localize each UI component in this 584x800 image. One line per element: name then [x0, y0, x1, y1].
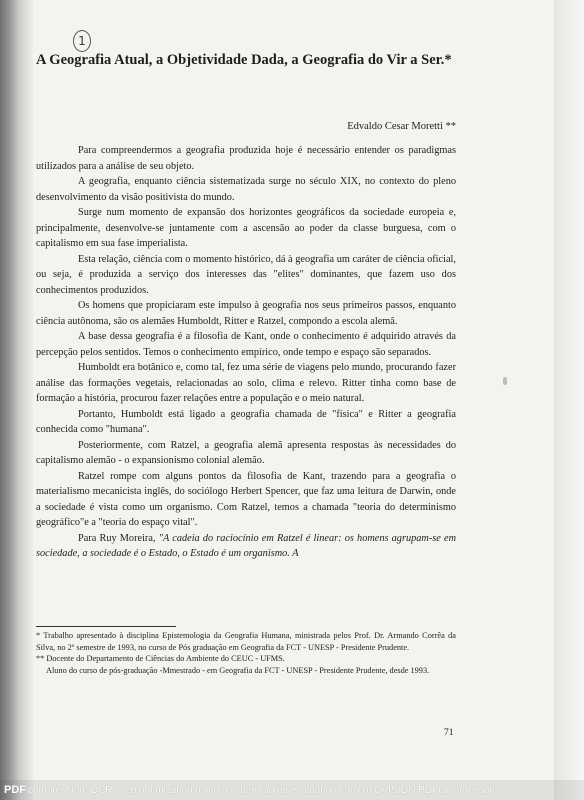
quote-text: "A cadeia do raciocínio em Ratzel é linear: os homens agrupam-se em sociedade, a sociedade é o Estado, o Estado é um organismo. A — [36, 532, 457, 559]
paragraph: Ratzel rompe com alguns pontos da filosofia de Kant, trazendo para a geografia o materialismo mecanicista inglês, do sociólogo Herbert Spencer, que faz uma leitura de Darwin, onde a sociedade é vista como um organismo. Com Ratzel, temos a chamada "teoria do determinismo geográfico"e a "teoria do espaço vital". — [36, 470, 456, 528]
paragraph: Os homens que propiciaram este impulso à geografia nos seus primeiros passos, enquanto ciência autônoma, são os alemães Humboldt, Ritter e Ratzel, compondo a escola alemã. — [36, 300, 456, 327]
quote-paragraph — [36, 531, 456, 562]
paragraph: Posteriormente, com Ratzel, a geografia alemã apresenta respostas às necessidades do capitalismo alemão - o expansionismo colonial alemão. — [36, 439, 456, 466]
footnote-divider — [36, 626, 176, 627]
paragraph: Humboldt era botânico e, como tal, fez uma série de viagens pelo mundo, procurando fazer análise das formações vegetais, relacionadas ao solo, clima e relevo. Ritter tinha como base de formação a história, procurou fazer relações entre a população e o meio natural. — [36, 362, 456, 404]
paragraph: A base dessa geografia é a filosofia de Kant, onde o conhecimento é adquirido através da percepção pelos sentidos. Temos o conhecimento empírico, onde tempo e espaço são separados. — [36, 331, 456, 358]
article-title: A Geografia Atual, a Objetividade Dada, a Geografia do Vir a Ser.* — [36, 52, 452, 68]
watermark-bar — [0, 780, 584, 800]
article-body — [36, 143, 456, 562]
scan-artifact — [503, 377, 507, 385]
quote-lead: Para Ruy Moreira, — [78, 532, 159, 544]
footnote: * Trabalho apresentado à disciplina Epistemologia da Geografia Humana, ministrada pelos Prof. Dr. Armando Corrêa da Silva, no 2º semestre de 1993, no curso de Pós graduação em Geografia da FCT - UNESP - Presidente Prudente. — [36, 631, 456, 652]
paragraph: Surge num momento de expansão dos horizontes geográficos da sociedade europeia e, principalmente, desenvolve-se juntamente com a ascensão ao poder da classe burguesa, com o capitalismo em sua fase imperialista. — [36, 207, 456, 249]
footnotes — [36, 630, 456, 676]
page-right-margin — [554, 0, 584, 800]
watermark-text: compression, OCR, web optimization using a watermarked evaluation copy of CVISION PDFCompressor — [28, 785, 493, 796]
author-name: Edvaldo Cesar Moretti ** — [347, 121, 456, 132]
page-number: 71 — [444, 728, 454, 738]
footnote: Aluno do curso de pós-graduação -Mmestrado - em Geografia da FCT - UNESP - Presidente Prudente, desde 1993. — [46, 665, 430, 675]
footnote: ** Docente do Departamento de Ciências do Ambiente do CEUC - UFMS. — [36, 654, 285, 663]
paragraph: Portanto, Humboldt está ligado a geografia chamada de "física" e Ritter a geografia conhecida como "humana". — [36, 408, 456, 435]
paragraph: A geografia, enquanto ciência sistematizada surge no século XIX, no contexto do pleno desenvolvimento da visão positivista do mundo. — [36, 176, 456, 203]
paragraph: Esta relação, ciência com o momento histórico, dá à geografia um caráter de ciência oficial, ou seja, é produzida a serviço dos interesses das "elites" dominantes, que fazem uso dos conhecimentos produzidos. — [36, 253, 456, 296]
handwritten-circled-number: 1 — [73, 30, 91, 52]
paragraph: Para compreendermos a geografia produzida hoje é necessário entender os paradigmas utilizados para a análise de seu objeto. — [36, 145, 456, 172]
watermark-brand: PDF — [4, 784, 26, 796]
